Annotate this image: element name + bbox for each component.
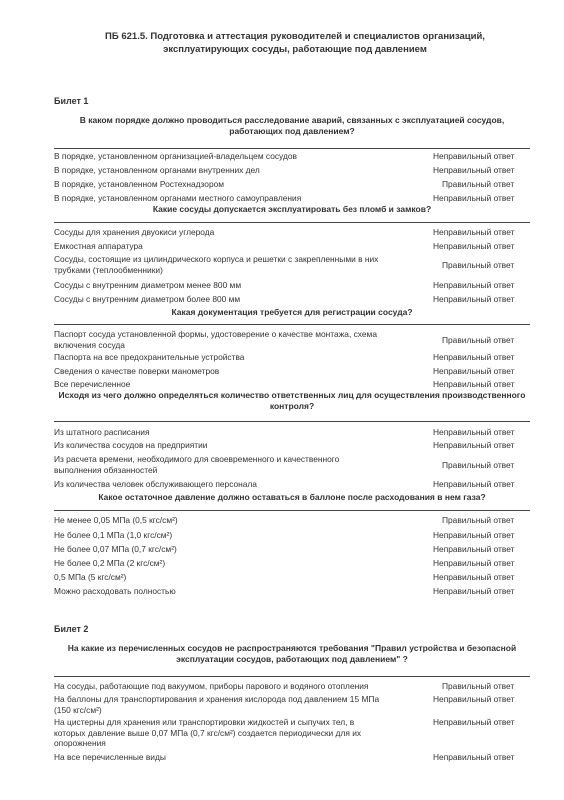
document-title [60, 30, 530, 56]
answer-verdict: Неправильный ответ [433, 586, 515, 596]
answer-text: Можно расходовать полностью [54, 586, 176, 596]
answer-text: Сосуды, состоящие из цилиндрического корпуса и решетки с закрепленными в них трубками (теплообменники) [54, 254, 379, 275]
answer-text: В порядке, установленном Ростехнадзором [54, 179, 225, 189]
ticket-1-label: Билет 1 [54, 96, 89, 106]
answer-verdict: Неправильный ответ [433, 572, 515, 582]
answer-verdict: Неправильный ответ [433, 294, 515, 304]
title-line-1: ПБ 621.5. Подготовка и аттестация руководителей и специалистов организаций, [105, 31, 485, 42]
ticket-2-label: Билет 2 [54, 624, 89, 634]
answer-text: Сведения о качестве поверки манометров [54, 366, 220, 376]
question-1-2: Какие сосуды допускается эксплуатировать без пломб и замков? [152, 204, 432, 214]
answer-verdict: Неправильный ответ [433, 241, 515, 251]
answer-verdict: Правильный ответ [442, 460, 515, 470]
answer-text: Сосуды с внутренним диаметром менее 800 мм [54, 280, 242, 290]
question-2-1: На какие из перечисленных сосудов не распространяются требования "Правил устройства и безопасной эксплуатации сосудов, работающих под давлением" ? [67, 643, 517, 664]
answer-verdict: Неправильный ответ [433, 151, 515, 161]
answer-text: Из штатного расписания [54, 427, 150, 437]
answer-verdict: Неправильный ответ [433, 440, 515, 450]
answer-verdict: Правильный ответ [442, 260, 515, 270]
answer-text: На цистерны для хранения или транспортировки жидкостей и сыпучих тел, в которых давление выше 0,07 МПа (0,7 кгс/см²) создается периодически для их опорожнения [54, 717, 362, 748]
answer-verdict: Правильный ответ [442, 335, 515, 345]
answer-text: В порядке, установленном организацией-владельцем сосудов [54, 151, 297, 161]
divider [54, 421, 530, 422]
answer-verdict: Неправильный ответ [433, 479, 515, 489]
answer-text: Из количества человек обслуживающего персонала [54, 479, 257, 489]
title-line-2: эксплуатирующих сосуды, работающие под давлением [163, 44, 427, 55]
answer-text: Паспорта на все предохранительные устройства [54, 352, 245, 362]
answer-text: Сосуды для хранения двуокиси углерода [54, 227, 215, 237]
answer-verdict: Правильный ответ [442, 681, 515, 691]
divider [54, 510, 530, 511]
answer-text: Из расчета времени, необходимого для своевременного и качественного выполнения обязанностей [54, 454, 340, 475]
answer-verdict: Правильный ответ [442, 179, 515, 189]
answer-verdict: Неправильный ответ [433, 558, 515, 568]
answer-verdict: Неправильный ответ [433, 165, 515, 175]
answer-text: Паспорт сосуда установленной формы, удостоверение о качестве монтажа, схема включения сосуда [54, 329, 377, 350]
answer-text: Не более 0,1 МПа (1,0 кгс/см²) [54, 530, 173, 540]
answer-verdict: Правильный ответ [442, 515, 515, 525]
divider [54, 324, 530, 325]
answer-verdict: Неправильный ответ [433, 427, 515, 437]
answer-text: Емкостная аппаратура [54, 241, 143, 251]
answer-text: Не более 0,07 МПа (0,7 кгс/см²) [54, 544, 177, 554]
answer-text: На все перечисленные виды [54, 752, 166, 762]
answer-verdict: Неправильный ответ [433, 544, 515, 554]
answer-text: Из количества сосудов на предприятии [54, 440, 208, 450]
answer-verdict: Неправильный ответ [433, 193, 515, 203]
divider [54, 676, 530, 677]
answer-verdict: Неправильный ответ [433, 352, 515, 362]
question-1-5: Какое остаточное давление должно оставаться в баллоне после расходования в нем газа? [98, 492, 486, 502]
answer-verdict: Неправильный ответ [433, 227, 515, 237]
answer-verdict: Неправильный ответ [433, 694, 515, 704]
answer-text: В порядке, установленном органами внутренних дел [54, 165, 260, 175]
answer-text: Сосуды с внутренним диаметром более 800 мм [54, 294, 241, 304]
answer-verdict: Неправильный ответ [433, 379, 515, 389]
answer-text: Все перечисленное [54, 379, 131, 389]
answer-text: На сосуды, работающие под вакуумом, приборы парового и водяного отопления [54, 681, 369, 691]
answer-verdict: Неправильный ответ [433, 280, 515, 290]
question-1-1: В каком порядке должно проводиться расследование аварий, связанных с эксплуатацией сосудов, работающих под давлением? [79, 115, 505, 136]
answer-text: В порядке, установленном органами местного самоуправления [54, 193, 302, 203]
answer-text: Не более 0,2 МПа (2 кгс/см²) [54, 558, 166, 568]
question-1-3: Какая документация требуется для регистрации сосуда? [171, 307, 413, 317]
divider [54, 148, 530, 149]
question-1-4: Исходя из чего должно определяться количество ответственных лиц для осуществления производственного контроля? [58, 390, 526, 411]
answer-text: 0,5 МПа (5 кгс/см²) [54, 572, 127, 582]
divider [54, 222, 530, 223]
answer-verdict: Неправильный ответ [433, 530, 515, 540]
answer-verdict: Неправильный ответ [433, 366, 515, 376]
answer-verdict: Неправильный ответ [433, 717, 515, 727]
answer-text: На баллоны для транспортирования и хранения кислорода под давлением 15 МПа (150 кгс/см²) [54, 694, 380, 715]
answer-text: Не менее 0,05 МПа (0,5 кгс/см²) [54, 515, 178, 525]
answer-verdict: Неправильный ответ [433, 752, 515, 762]
